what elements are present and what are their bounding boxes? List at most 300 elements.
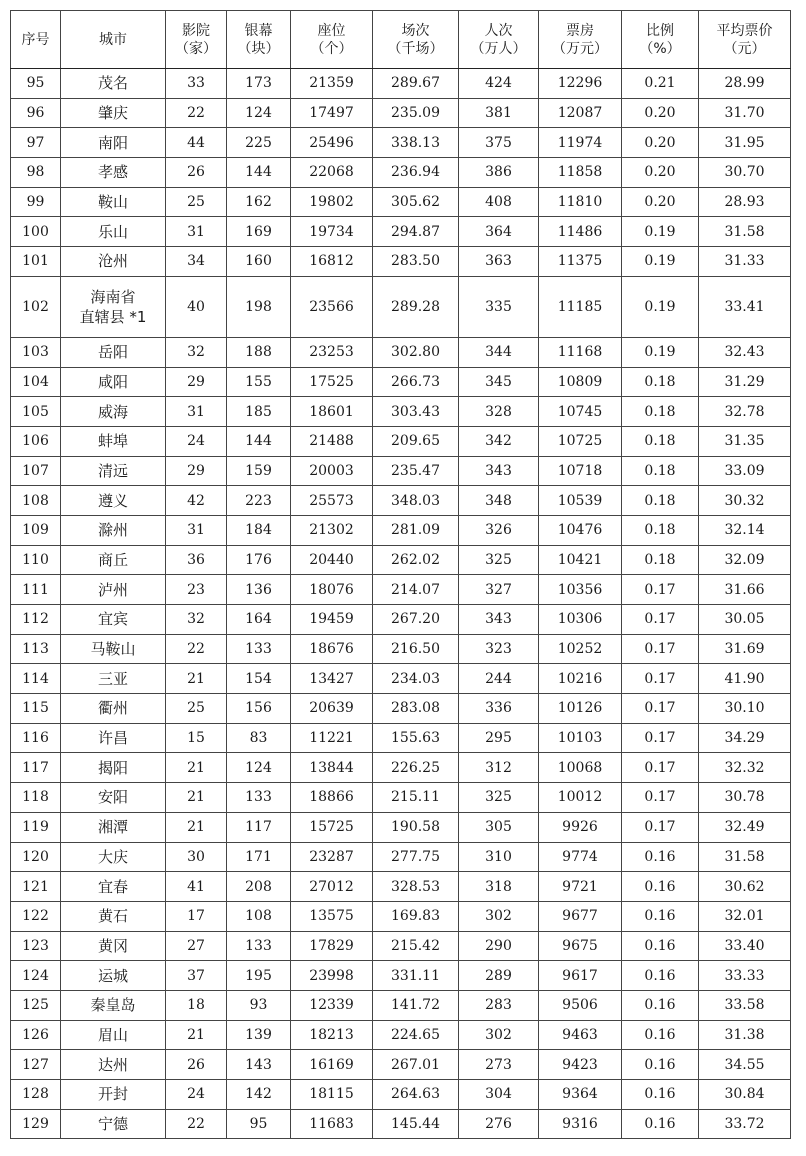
cell-share: 0.17 [622,664,699,694]
cell-cinemas: 25 [166,187,227,217]
cell-cinemas: 22 [166,1109,227,1139]
header-city-label: 城市 [99,31,127,48]
cell-admissions: 326 [459,515,539,545]
cell-seats: 22068 [291,158,373,188]
table-row [11,397,791,427]
cell-avg-price: 31.29 [699,367,791,397]
cell-admissions: 348 [459,486,539,516]
cell-avg-price: 30.10 [699,694,791,724]
cell-share: 0.16 [622,990,699,1020]
cell-share: 0.17 [622,783,699,813]
cell-shows: 262.02 [373,545,459,575]
cell-screens: 173 [227,69,291,99]
cell-avg-price: 34.29 [699,723,791,753]
cell-avg-price: 30.78 [699,783,791,813]
cell-shows: 224.65 [373,1020,459,1050]
cell-box-office: 9926 [539,812,622,842]
cell-seats: 11683 [291,1109,373,1139]
cell-seats: 13844 [291,753,373,783]
cell-share: 0.17 [622,812,699,842]
cell-screens: 159 [227,456,291,486]
cell-avg-price: 33.40 [699,931,791,961]
table-row [11,486,791,516]
cell-seats: 17829 [291,931,373,961]
cell-shows: 277.75 [373,842,459,872]
cell-share: 0.16 [622,872,699,902]
cell-box-office: 9721 [539,872,622,902]
cell-seats: 18076 [291,575,373,605]
cell-cinemas: 29 [166,456,227,486]
cell-cinemas: 21 [166,783,227,813]
cell-seats: 11221 [291,723,373,753]
cell-box-office: 10718 [539,456,622,486]
cell-avg-price: 33.33 [699,961,791,991]
cell-seats: 13575 [291,901,373,931]
cell-box-office: 10539 [539,486,622,516]
cell-avg-price: 32.78 [699,397,791,427]
header-shows-unit: （千场） [387,40,444,57]
cell-city: 宜春 [61,872,166,902]
cell-shows: 266.73 [373,367,459,397]
cell-box-office: 10012 [539,783,622,813]
cell-share: 0.16 [622,842,699,872]
table-body [11,69,791,1139]
cell-cinemas: 37 [166,961,227,991]
cell-screens: 133 [227,783,291,813]
cell-screens: 154 [227,664,291,694]
cell-cinemas: 27 [166,931,227,961]
cell-shows: 267.20 [373,605,459,635]
cell-box-office: 9617 [539,961,622,991]
cell-rank: 119 [11,812,61,842]
cell-share: 0.18 [622,426,699,456]
cell-cinemas: 25 [166,694,227,724]
cell-avg-price: 33.58 [699,990,791,1020]
cell-rank: 102 [11,276,61,337]
cell-admissions: 363 [459,247,539,277]
table-row [11,961,791,991]
cell-share: 0.21 [622,69,699,99]
table-row [11,1050,791,1080]
cell-admissions: 424 [459,69,539,99]
cell-admissions: 276 [459,1109,539,1139]
table-row [11,217,791,247]
cell-screens: 144 [227,158,291,188]
cell-admissions: 343 [459,456,539,486]
cell-screens: 117 [227,812,291,842]
cell-admissions: 343 [459,605,539,635]
cell-city [61,276,166,337]
cell-rank: 109 [11,515,61,545]
cell-rank: 121 [11,872,61,902]
header-avg-price [699,11,791,69]
cell-shows: 215.11 [373,783,459,813]
cell-avg-price: 31.58 [699,842,791,872]
cell-box-office: 9316 [539,1109,622,1139]
cell-admissions: 327 [459,575,539,605]
cell-box-office: 10252 [539,634,622,664]
cell-cinemas: 22 [166,634,227,664]
cell-seats: 18866 [291,783,373,813]
city-name-line: 海南省 [90,287,136,306]
cell-shows: 141.72 [373,990,459,1020]
cell-share: 0.20 [622,187,699,217]
cell-share: 0.16 [622,931,699,961]
cell-seats: 23253 [291,337,373,367]
cell-city: 泸州 [61,575,166,605]
cell-cinemas: 31 [166,397,227,427]
cell-screens: 176 [227,545,291,575]
cell-share: 0.20 [622,98,699,128]
cell-city: 三亚 [61,664,166,694]
cell-rank: 117 [11,753,61,783]
cell-share: 0.17 [622,634,699,664]
cell-share: 0.19 [622,217,699,247]
cell-shows: 169.83 [373,901,459,931]
cell-screens: 124 [227,753,291,783]
table-row [11,128,791,158]
table-row [11,515,791,545]
cell-box-office: 12296 [539,69,622,99]
cell-screens: 108 [227,901,291,931]
cell-screens: 188 [227,337,291,367]
cell-avg-price: 32.09 [699,545,791,575]
cell-city: 鞍山 [61,187,166,217]
cell-shows: 190.58 [373,812,459,842]
cell-screens: 83 [227,723,291,753]
cell-avg-price: 31.38 [699,1020,791,1050]
table-row [11,1020,791,1050]
cell-share: 0.16 [622,901,699,931]
cell-seats: 20639 [291,694,373,724]
cell-avg-price: 33.72 [699,1109,791,1139]
table-row [11,158,791,188]
cell-share: 0.19 [622,337,699,367]
cell-shows: 235.09 [373,98,459,128]
cell-box-office: 11810 [539,187,622,217]
cell-screens: 144 [227,426,291,456]
cell-rank: 129 [11,1109,61,1139]
cell-rank: 110 [11,545,61,575]
table-row [11,812,791,842]
table-row [11,842,791,872]
cell-city: 达州 [61,1050,166,1080]
cell-shows: 264.63 [373,1080,459,1110]
cell-share: 0.16 [622,1020,699,1050]
cell-screens: 143 [227,1050,291,1080]
cell-rank: 96 [11,98,61,128]
cell-rank: 101 [11,247,61,277]
cell-city: 蚌埠 [61,426,166,456]
cell-shows: 305.62 [373,187,459,217]
cell-city: 马鞍山 [61,634,166,664]
table-row [11,664,791,694]
cell-city: 秦皇岛 [61,990,166,1020]
table-row [11,990,791,1020]
cell-avg-price: 30.05 [699,605,791,635]
cell-shows: 289.67 [373,69,459,99]
table-row [11,187,791,217]
cell-avg-price: 32.49 [699,812,791,842]
cell-city: 衢州 [61,694,166,724]
cell-share: 0.18 [622,456,699,486]
cell-box-office: 10306 [539,605,622,635]
cell-city: 宁德 [61,1109,166,1139]
cell-shows: 289.28 [373,276,459,337]
cell-box-office: 9364 [539,1080,622,1110]
cell-shows: 303.43 [373,397,459,427]
cell-shows: 302.80 [373,337,459,367]
table-row [11,276,791,337]
header-admissions-unit: （万人） [470,40,527,57]
cell-screens: 198 [227,276,291,337]
table-row [11,694,791,724]
cell-cinemas: 42 [166,486,227,516]
cell-box-office: 11486 [539,217,622,247]
cell-admissions: 386 [459,158,539,188]
cell-screens: 184 [227,515,291,545]
cell-rank: 107 [11,456,61,486]
cell-box-office: 9423 [539,1050,622,1080]
cell-seats: 18115 [291,1080,373,1110]
cell-seats: 19459 [291,605,373,635]
cell-cinemas: 32 [166,337,227,367]
cell-box-office: 10126 [539,694,622,724]
cell-cinemas: 22 [166,98,227,128]
cell-box-office: 10356 [539,575,622,605]
table-row [11,367,791,397]
cell-share: 0.17 [622,575,699,605]
cell-city: 安阳 [61,783,166,813]
cell-cinemas: 26 [166,1050,227,1080]
cell-box-office: 11168 [539,337,622,367]
cell-share: 0.16 [622,1050,699,1080]
cell-avg-price: 32.01 [699,901,791,931]
cell-admissions: 302 [459,1020,539,1050]
cell-admissions: 289 [459,961,539,991]
cell-screens: 160 [227,247,291,277]
cell-rank: 112 [11,605,61,635]
cell-city: 清远 [61,456,166,486]
cell-city: 乐山 [61,217,166,247]
table-row [11,575,791,605]
cell-cinemas: 18 [166,990,227,1020]
cell-city: 揭阳 [61,753,166,783]
cell-share: 0.17 [622,694,699,724]
cell-avg-price: 33.09 [699,456,791,486]
cell-rank: 125 [11,990,61,1020]
cell-shows: 235.47 [373,456,459,486]
cell-share: 0.19 [622,276,699,337]
cell-seats: 25496 [291,128,373,158]
header-avg-price-unit: （元） [723,40,766,57]
cell-admissions: 325 [459,783,539,813]
cell-city: 孝感 [61,158,166,188]
cell-shows: 281.09 [373,515,459,545]
cell-rank: 99 [11,187,61,217]
cell-seats: 17497 [291,98,373,128]
cell-admissions: 364 [459,217,539,247]
cell-admissions: 312 [459,753,539,783]
cell-avg-price: 33.41 [699,276,791,337]
cell-share: 0.18 [622,397,699,427]
cell-avg-price: 31.70 [699,98,791,128]
cell-admissions: 381 [459,98,539,128]
cell-share: 0.17 [622,723,699,753]
table-row [11,69,791,99]
cell-admissions: 318 [459,872,539,902]
cell-rank: 116 [11,723,61,753]
cell-rank: 100 [11,217,61,247]
cell-box-office: 10103 [539,723,622,753]
cell-city: 咸阳 [61,367,166,397]
cell-screens: 139 [227,1020,291,1050]
cell-screens: 93 [227,990,291,1020]
cell-screens: 225 [227,128,291,158]
cell-avg-price: 31.35 [699,426,791,456]
header-cinemas [166,11,227,69]
cell-rank: 124 [11,961,61,991]
table-row [11,753,791,783]
cell-seats: 21302 [291,515,373,545]
cell-box-office: 9677 [539,901,622,931]
cell-cinemas: 32 [166,605,227,635]
cell-shows: 338.13 [373,128,459,158]
cell-admissions: 310 [459,842,539,872]
header-avg-price-label: 平均票价 [716,22,773,39]
cell-screens: 208 [227,872,291,902]
cell-box-office: 11974 [539,128,622,158]
table-row [11,605,791,635]
table-row [11,545,791,575]
cell-admissions: 305 [459,812,539,842]
cell-avg-price: 31.69 [699,634,791,664]
header-screens [227,11,291,69]
cell-screens: 169 [227,217,291,247]
header-admissions-label: 人次 [484,22,513,39]
cell-seats: 19802 [291,187,373,217]
cell-cinemas: 36 [166,545,227,575]
cell-shows: 234.03 [373,664,459,694]
cell-admissions: 295 [459,723,539,753]
cell-rank: 114 [11,664,61,694]
cell-seats: 23287 [291,842,373,872]
cell-admissions: 325 [459,545,539,575]
cell-share: 0.17 [622,605,699,635]
cell-admissions: 335 [459,276,539,337]
cell-city: 运城 [61,961,166,991]
table-row [11,634,791,664]
cell-rank: 104 [11,367,61,397]
cell-city: 南阳 [61,128,166,158]
city-name-line: 直辖县 *1 [79,307,147,326]
cell-cinemas: 33 [166,69,227,99]
table-row [11,247,791,277]
cell-box-office: 10421 [539,545,622,575]
cell-avg-price: 31.33 [699,247,791,277]
cell-seats: 20003 [291,456,373,486]
cell-city: 商丘 [61,545,166,575]
header-seats-unit: （个） [310,40,353,57]
cell-box-office: 11858 [539,158,622,188]
cell-seats: 23998 [291,961,373,991]
header-row [11,11,791,69]
cell-seats: 13427 [291,664,373,694]
cell-city: 湘潭 [61,812,166,842]
cell-seats: 21359 [291,69,373,99]
cell-city: 岳阳 [61,337,166,367]
cell-shows: 215.42 [373,931,459,961]
cell-rank: 115 [11,694,61,724]
table-row [11,723,791,753]
cell-rank: 128 [11,1080,61,1110]
cell-shows: 267.01 [373,1050,459,1080]
cell-avg-price: 41.90 [699,664,791,694]
cell-rank: 105 [11,397,61,427]
cell-screens: 133 [227,634,291,664]
table-row [11,426,791,456]
cell-seats: 12339 [291,990,373,1020]
cell-shows: 294.87 [373,217,459,247]
cell-city: 眉山 [61,1020,166,1050]
cell-cinemas: 21 [166,1020,227,1050]
cell-admissions: 408 [459,187,539,217]
cell-city: 大庆 [61,842,166,872]
cell-avg-price: 30.70 [699,158,791,188]
header-box-office-label: 票房 [566,22,594,39]
cell-screens: 142 [227,1080,291,1110]
cell-admissions: 323 [459,634,539,664]
cell-seats: 18676 [291,634,373,664]
table-row [11,1080,791,1110]
cell-city: 黄冈 [61,931,166,961]
cell-avg-price: 32.14 [699,515,791,545]
header-seats [291,11,373,69]
cell-shows: 348.03 [373,486,459,516]
header-box-office [539,11,622,69]
cell-admissions: 283 [459,990,539,1020]
cell-cinemas: 44 [166,128,227,158]
cell-box-office: 10216 [539,664,622,694]
table-row [11,931,791,961]
cell-shows: 226.25 [373,753,459,783]
cell-cinemas: 41 [166,872,227,902]
cell-avg-price: 28.93 [699,187,791,217]
box-office-table [10,10,791,1139]
cell-city: 宜宾 [61,605,166,635]
cell-cinemas: 24 [166,1080,227,1110]
cell-share: 0.20 [622,128,699,158]
cell-admissions: 244 [459,664,539,694]
cell-avg-price: 31.95 [699,128,791,158]
cell-rank: 123 [11,931,61,961]
cell-rank: 98 [11,158,61,188]
cell-screens: 223 [227,486,291,516]
cell-avg-price: 32.43 [699,337,791,367]
cell-rank: 111 [11,575,61,605]
cell-rank: 95 [11,69,61,99]
cell-seats: 16812 [291,247,373,277]
cell-rank: 106 [11,426,61,456]
cell-city: 滁州 [61,515,166,545]
header-rank [11,11,61,69]
cell-box-office: 11185 [539,276,622,337]
header-admissions [459,11,539,69]
table-row [11,1109,791,1139]
header-share [622,11,699,69]
cell-shows: 145.44 [373,1109,459,1139]
cell-box-office: 10476 [539,515,622,545]
